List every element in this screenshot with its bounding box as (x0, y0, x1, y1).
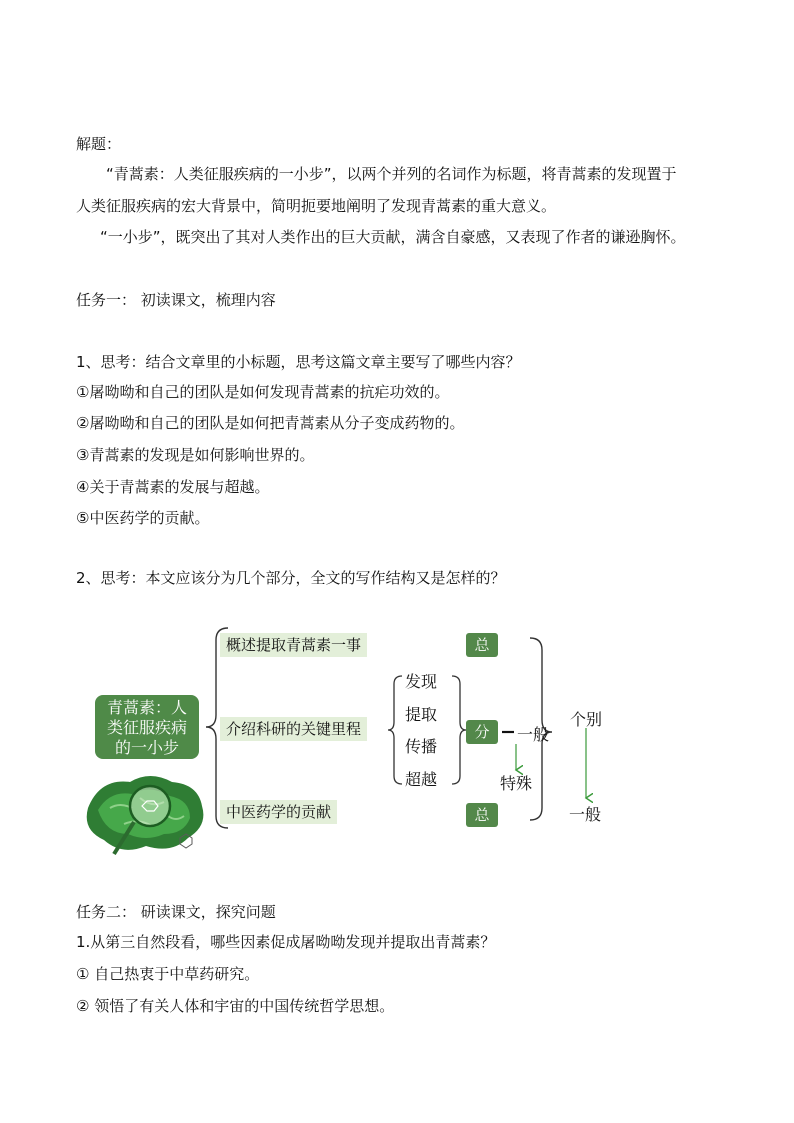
steps-brace (388, 676, 402, 784)
part3-box: 中医药学的贡献 (220, 800, 337, 824)
task1-heading: 任务一： 初读课文，梳理内容 (76, 291, 276, 309)
step-extract: 提取 (405, 705, 438, 724)
task1-answer-1: ①屠呦呦和自己的团队是如何发现青蒿素的抗疟功效的。 (76, 383, 450, 401)
diagram-title-line-1: 青蒿素：人 (106, 698, 187, 717)
tag-fen: 分 (466, 720, 498, 744)
steps-closing-bracket (452, 676, 466, 784)
intro-paragraph-1-line-2: 人类征服疾病的宏大背景中，简明扼要地阐明了发现青蒿素的重大意义。 (76, 197, 557, 215)
label-general: 一般 (517, 725, 550, 744)
diagram-title-box (95, 695, 199, 759)
diagram-title-line-3: 的一小步 (114, 738, 179, 757)
intro-paragraph-1-line-1: “青蒿素：人类征服疾病的一小步”，以两个并列的名词作为标题，将青蒿素的发现置于 (106, 165, 677, 183)
tag-zong-bottom: 总 (466, 803, 498, 827)
label-general-2: 一般 (569, 805, 602, 824)
step-surpass: 超越 (405, 770, 438, 789)
artemisia-leaf-molecule-image (80, 768, 210, 858)
task2-heading: 任务二： 研读课文，探究问题 (76, 903, 276, 921)
part2-box: 介绍科研的关键里程 (220, 717, 367, 741)
intro-heading: 解题： (76, 135, 122, 153)
task1-question-1: 1、思考：结合文章里的小标题，思考这篇文章主要写了哪些内容？ (76, 353, 521, 371)
step-spread: 传播 (405, 737, 438, 756)
task2-answer-2: ② 领悟了有关人体和宇宙的中国传统哲学思想。 (76, 997, 395, 1015)
part1-box: 概述提取青蒿素一事 (220, 633, 367, 657)
tag-zong-top: 总 (466, 633, 498, 657)
task2-answer-1: ① 自己热衷于中草药研究。 (76, 965, 260, 983)
task1-answer-5: ⑤中医药学的贡献。 (76, 509, 210, 527)
intro-paragraph-2: “一小步”，既突出了其对人类作出的巨大贡献，满含自豪感，又表现了作者的谦逊胸怀。 (100, 228, 686, 246)
task1-answer-3: ③青蒿素的发现是如何影响世界的。 (76, 446, 315, 464)
label-special: 特殊 (500, 774, 533, 793)
diagram-title-line-2: 类征服疾病 (106, 718, 187, 737)
step-discover: 发现 (405, 672, 438, 691)
task1-question-2: 2、思考：本文应该分为几个部分，全文的写作结构又是怎样的？ (76, 569, 506, 587)
task2-question-1: 1.从第三自然段看，哪些因素促成屠呦呦发现并提取出青蒿素？ (76, 933, 496, 951)
label-individual: 个别 (570, 710, 603, 729)
task1-answer-2: ②屠呦呦和自己的团队是如何把青蒿素从分子变成药物的。 (76, 414, 465, 432)
task1-answer-4: ④关于青蒿素的发展与超越。 (76, 478, 270, 496)
